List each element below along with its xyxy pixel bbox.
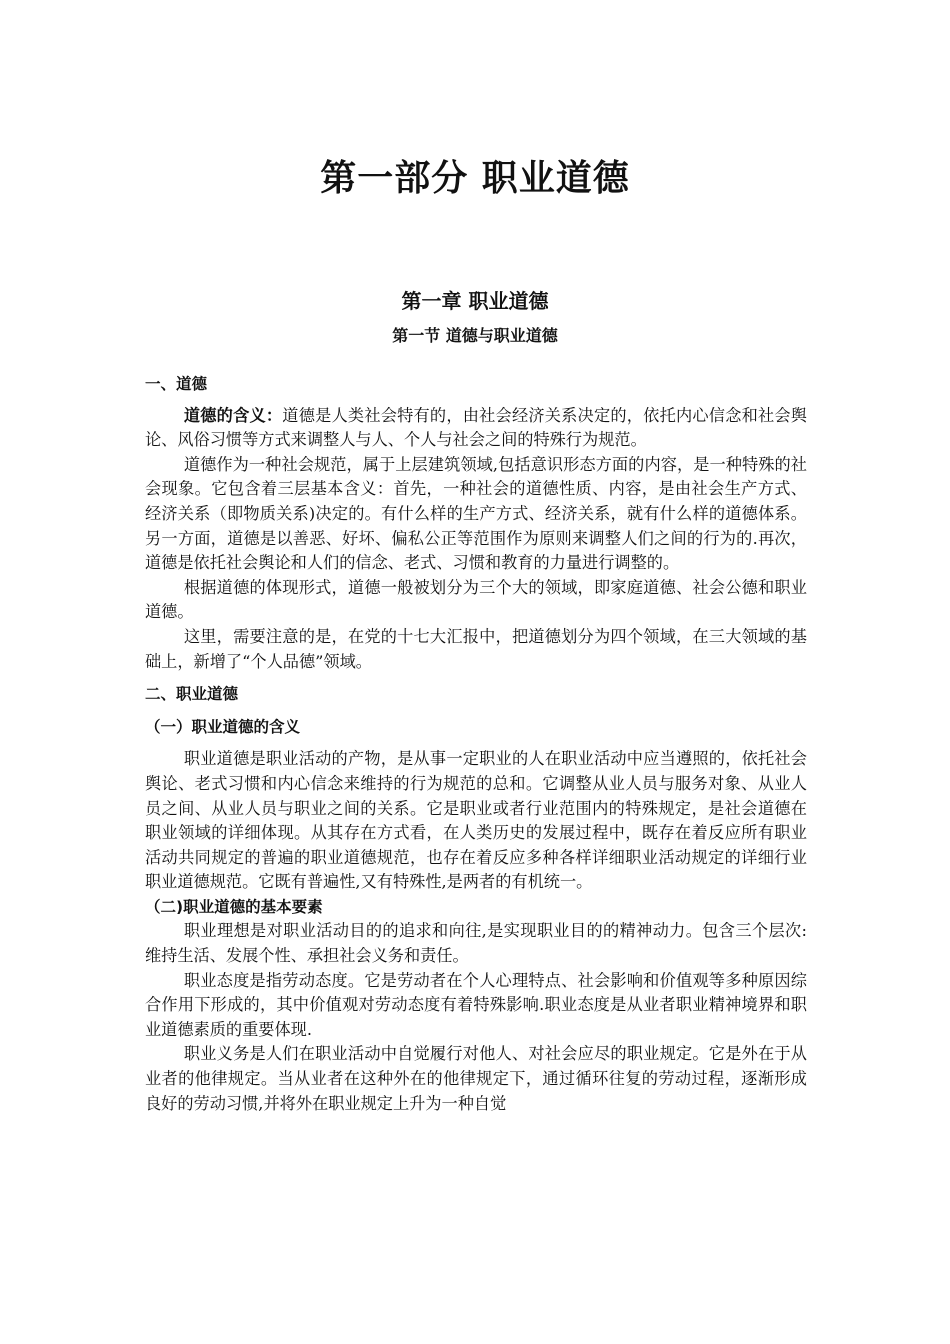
paragraph: 根据道德的体现形式，道德一般被划分为三个大的领域，即家庭道德、社会公德和职业道德。: [145, 577, 807, 622]
paragraph: 职业理想是对职业活动目的的追求和向往,是实现职业目的的精神动力。包含三个层次:维持生活、发展个性、承担社会义务和责任。: [145, 921, 807, 966]
spacer: [145, 707, 807, 715]
paragraph: 这里，需要注意的是，在党的十七大汇报中，把道德划分为四个领域，在三大领域的基础上，新增了“个人品德”领域。: [145, 626, 807, 671]
paragraph: 职业道德是职业活动的产物，是从事一定职业的人在职业活动中应当遵照的，依托社会舆论、老式习惯和内心信念来维持的行为规范的总和。它调整从业人员与服务对象、从业人员之间、从业人员与职业之间的关系。它是职业或者行业范围内的特殊规定，是社会道德在职业领域的详细体现。从其存在方式看，在人类历史的发展过程中，既存在着反应所有职业活动共同规定的普遍的职业道德规范，也存在着反应多种各样详细职业活动规定的详细行业职业道德规范。它既有普遍性,又有特殊性,是两者的有机统一。: [145, 749, 807, 892]
part-title: 第一部分 职业道德: [320, 158, 630, 199]
paragraph: 道德作为一种社会规范，属于上层建筑领域,包括意识形态方面的内容，是一种特殊的社会现象。它包含着三层基本含义：首先，一种社会的道德性质、内容，是由社会生产方式、经济关系（即物质关系)决定的。有什么样的生产方式、经济关系，就有什么样的道德体系。另一方面，道德是以善恶、好坏、偏私公正等范围作为原则来调整人们之间的行为的.再次，道德是依托社会舆论和人们的信念、老式、习惯和教育的力量进行调整的。: [145, 454, 807, 573]
subheading-meaning: （一）职业道德的含义: [145, 717, 301, 736]
subheading-elements: （二)职业道德的基本要素: [145, 897, 323, 916]
spacer: [145, 739, 807, 747]
spacer: [145, 674, 807, 682]
document-body: [145, 372, 807, 1116]
definition-term: 道德的含义：: [183, 405, 283, 425]
heading-morality: 一、道德: [145, 375, 208, 393]
section-title: 第一节 道德与职业道德: [392, 326, 558, 345]
paragraph-definition: [145, 404, 807, 453]
definition-text: 道德是人类社会特有的，由社会经济关系决定的，依托内心信念和社会舆论、风俗习惯等方式来调整人与人、个人与社会之间的特殊行为规范。: [145, 405, 807, 450]
chapter-title: 第一章 职业道德: [401, 289, 549, 313]
paragraph: 职业态度是指劳动态度。它是劳动者在个人心理特点、社会影响和价值观等多种原因综合作用下形成的，其中价值观对劳动态度有着特殊影响.职业态度是从业者职业精神境界和职业道德素质的重要体现.: [145, 970, 807, 1039]
heading-professional-ethics: 二、职业道德: [145, 685, 239, 704]
paragraph: 职业义务是人们在职业活动中自觉履行对他人、对社会应尽的职业规定。它是外在于从业者的他律规定。当从业者在这种外在的他律规定下，通过循环往复的劳动过程，逐渐形成良好的劳动习惯,并将外在职业规定上升为一种自觉: [145, 1044, 807, 1113]
